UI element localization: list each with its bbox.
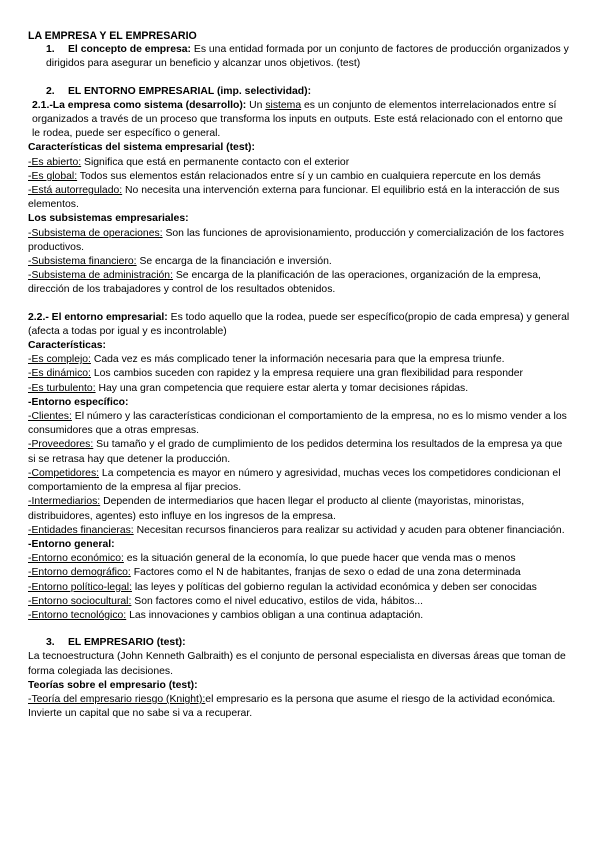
list-item-text: Son las funciones de aprovisionamiento, producción y comercialización de los factores productivos.: [28, 227, 564, 253]
document-title: LA EMPRESA Y EL EMPRESARIO: [28, 30, 197, 42]
section-1-number: 1.: [46, 44, 55, 56]
subsystems-title: Los subsistemas empresariales:: [28, 213, 189, 225]
section-2-1-label: 2.1.-La empresa como sistema (desarrollo):: [32, 99, 247, 111]
list-item: [28, 552, 572, 566]
list-item: [28, 581, 572, 595]
list-item: [28, 524, 572, 538]
list-item-term: -Es abierto:: [28, 156, 82, 168]
section-2-1-pre: Un: [246, 99, 266, 111]
list-item-text: es la situación general de la economía, lo que puede hacer que venda mas o menos: [123, 553, 516, 565]
list-item: [28, 156, 572, 170]
list-item-text: el empresario es la persona que asume el riesgo de la actividad económica. Invierte un capital que no sabe si va a recuperar.: [28, 693, 556, 720]
list-item: [28, 609, 572, 623]
list-item-text: Significa que está en permanente contacto con el exterior: [81, 156, 350, 168]
list-item-text: Su tamaño y el grado de cumplimiento de los pedidos determina los resultados de la empresa ya que si se retrasa hay que detener la producción.: [28, 439, 563, 465]
section-1-text: Es una entidad formada por un conjunto de factores de producción organizados y dirigidos para asegurar un beneficio y alcanzar unos objetivos. (test): [46, 44, 569, 70]
list-item-term: -Subsistema de operaciones:: [28, 227, 163, 239]
list-item-term: -Competidores:: [28, 467, 100, 479]
list-item: [28, 382, 572, 396]
list-item-term: -Proveedores:: [28, 439, 94, 451]
section-3-title: EL EMPRESARIO (test):: [68, 637, 186, 649]
list-item-term: -Entorno tecnológico:: [28, 609, 127, 621]
list-item-term: -Clientes:: [28, 411, 72, 423]
document-page: [28, 29, 572, 721]
list-item: [28, 495, 572, 523]
list-item-term: -Entidades financieras:: [28, 524, 134, 536]
list-item-text: No necesita una intervención externa para funcionar. El equilibrio está en la interacción de sus elementos.: [28, 185, 560, 211]
list-item-term: -Entorno político-legal:: [28, 581, 132, 593]
section-2-1-term: sistema: [265, 99, 302, 111]
list-item-text: Factores como el N de habitantes, franjas de sexo o edad de una zona determinada: [130, 567, 521, 579]
section-2-heading: [28, 85, 572, 99]
list-item-term: -Teoría del empresario riesgo (Knight):: [28, 693, 206, 705]
section-2-1-text: es un conjunto de elementos interrelacionados entre sí organizados a través de un proceso que transforma los inputs en outputs. Este está relacionado con el entorno que le rodea, puede ser específico o general.: [32, 99, 563, 140]
list-item: [28, 566, 572, 580]
general-environment-title: -Entorno general:: [28, 538, 115, 550]
list-item-text: La competencia es mayor en número y agresividad, muchas veces los competidores condicionan el comportamiento de la empresa al fijar precios.: [28, 467, 561, 494]
list-item: [28, 184, 572, 212]
list-item-term: -Entorno sociocultural:: [28, 595, 132, 607]
list-item-text: Cada vez es más complicado tener la información necesaria para que la empresa triunfe.: [90, 354, 505, 366]
section-2-2-label: 2.2.- El entorno empresarial:: [28, 311, 168, 323]
list-item-text: Se encarga de la planificación de las operaciones, organización de la empresa, dirección de los trabajadores y control de los resultados obtenidos.: [28, 270, 541, 296]
section-3-heading: [28, 636, 572, 650]
list-item-text: Los cambios suceden con rapidez y la empresa requiere una gran flexibilidad para responder: [90, 368, 523, 380]
list-item-term: -Es turbulento:: [28, 382, 96, 394]
list-item: [28, 353, 572, 367]
section-3-number: 3.: [46, 637, 55, 649]
list-item: [28, 255, 572, 269]
list-item: [28, 367, 572, 381]
list-item-text: las leyes y políticas del gobierno regulan la actividad económica y deben ser conocidas: [131, 581, 537, 593]
section-2-1: [28, 99, 572, 142]
list-item-text: Las innovaciones y cambios obligan a una continua adaptación.: [126, 609, 424, 621]
list-item: [28, 595, 572, 609]
section-2-number: 2.: [46, 85, 55, 97]
list-item-term: -Es global:: [28, 170, 78, 182]
list-item-text: Dependen de intermediarios que hacen llegar el producto al cliente (mayoristas, minoristas, distribuidores, agentes) esto influye en los ingresos de la empresa.: [28, 496, 525, 522]
list-item: [28, 693, 572, 721]
list-item-term: -Está autorregulado:: [28, 185, 123, 197]
section-2-title: EL ENTORNO EMPRESARIAL (imp. selectividad):: [68, 85, 312, 97]
list-item-term: -Entorno demográfico:: [28, 567, 131, 579]
list-item-text: Hay una gran competencia que requiere estar alerta y tomar decisiones rápidas.: [95, 382, 469, 394]
list-item-text: El número y las características condicionan el comportamiento de la empresa, no es lo mismo vender a los consumidores que a otras empresas.: [28, 411, 567, 437]
theories-title: Teorías sobre el empresario (test):: [28, 679, 198, 691]
list-item-text: Son factores como el nivel educativo, estilos de vida, hábitos...: [131, 595, 424, 607]
list-item-text: Todos sus elementos están relacionados entre sí y un cambio en cualquiera repercute en los demás: [77, 170, 541, 182]
list-item: [28, 410, 572, 438]
list-item-text: Necesitan recursos financieros para realizar su actividad y acuden para obtener financiación.: [133, 524, 565, 536]
list-item-term: -Entorno económico:: [28, 553, 124, 565]
system-characteristics-title: Características del sistema empresarial (test):: [28, 142, 255, 154]
section-1-label: El concepto de empresa:: [68, 44, 191, 56]
list-item-term: -Intermediarios:: [28, 496, 101, 508]
list-item-term: -Es dinámico:: [28, 368, 91, 380]
section-1: [28, 43, 572, 71]
list-item: [28, 467, 572, 495]
list-item: [28, 227, 572, 255]
specific-environment-title: -Entorno específico:: [28, 396, 129, 408]
list-item-term: -Subsistema de administración:: [28, 270, 173, 282]
list-item-term: -Es complejo:: [28, 354, 91, 366]
environment-characteristics-title: Características:: [28, 340, 106, 352]
list-item: [28, 438, 572, 466]
list-item-term: -Subsistema financiero:: [28, 256, 137, 268]
list-item: [28, 170, 572, 184]
section-2-2: [28, 311, 572, 339]
list-item: [28, 269, 572, 297]
section-3-intro: La tecnoestructura (John Kenneth Galbraith) es el conjunto de personal especialista en diversas áreas que toman de forma colegiada las decisiones.: [28, 651, 566, 677]
section-2-2-text: Es todo aquello que la rodea, puede ser específico(propio de cada empresa) y general (afecta a todas por igual y es incontrolable): [28, 311, 570, 337]
list-item-text: Se encarga de la financiación e inversión.: [136, 256, 332, 268]
